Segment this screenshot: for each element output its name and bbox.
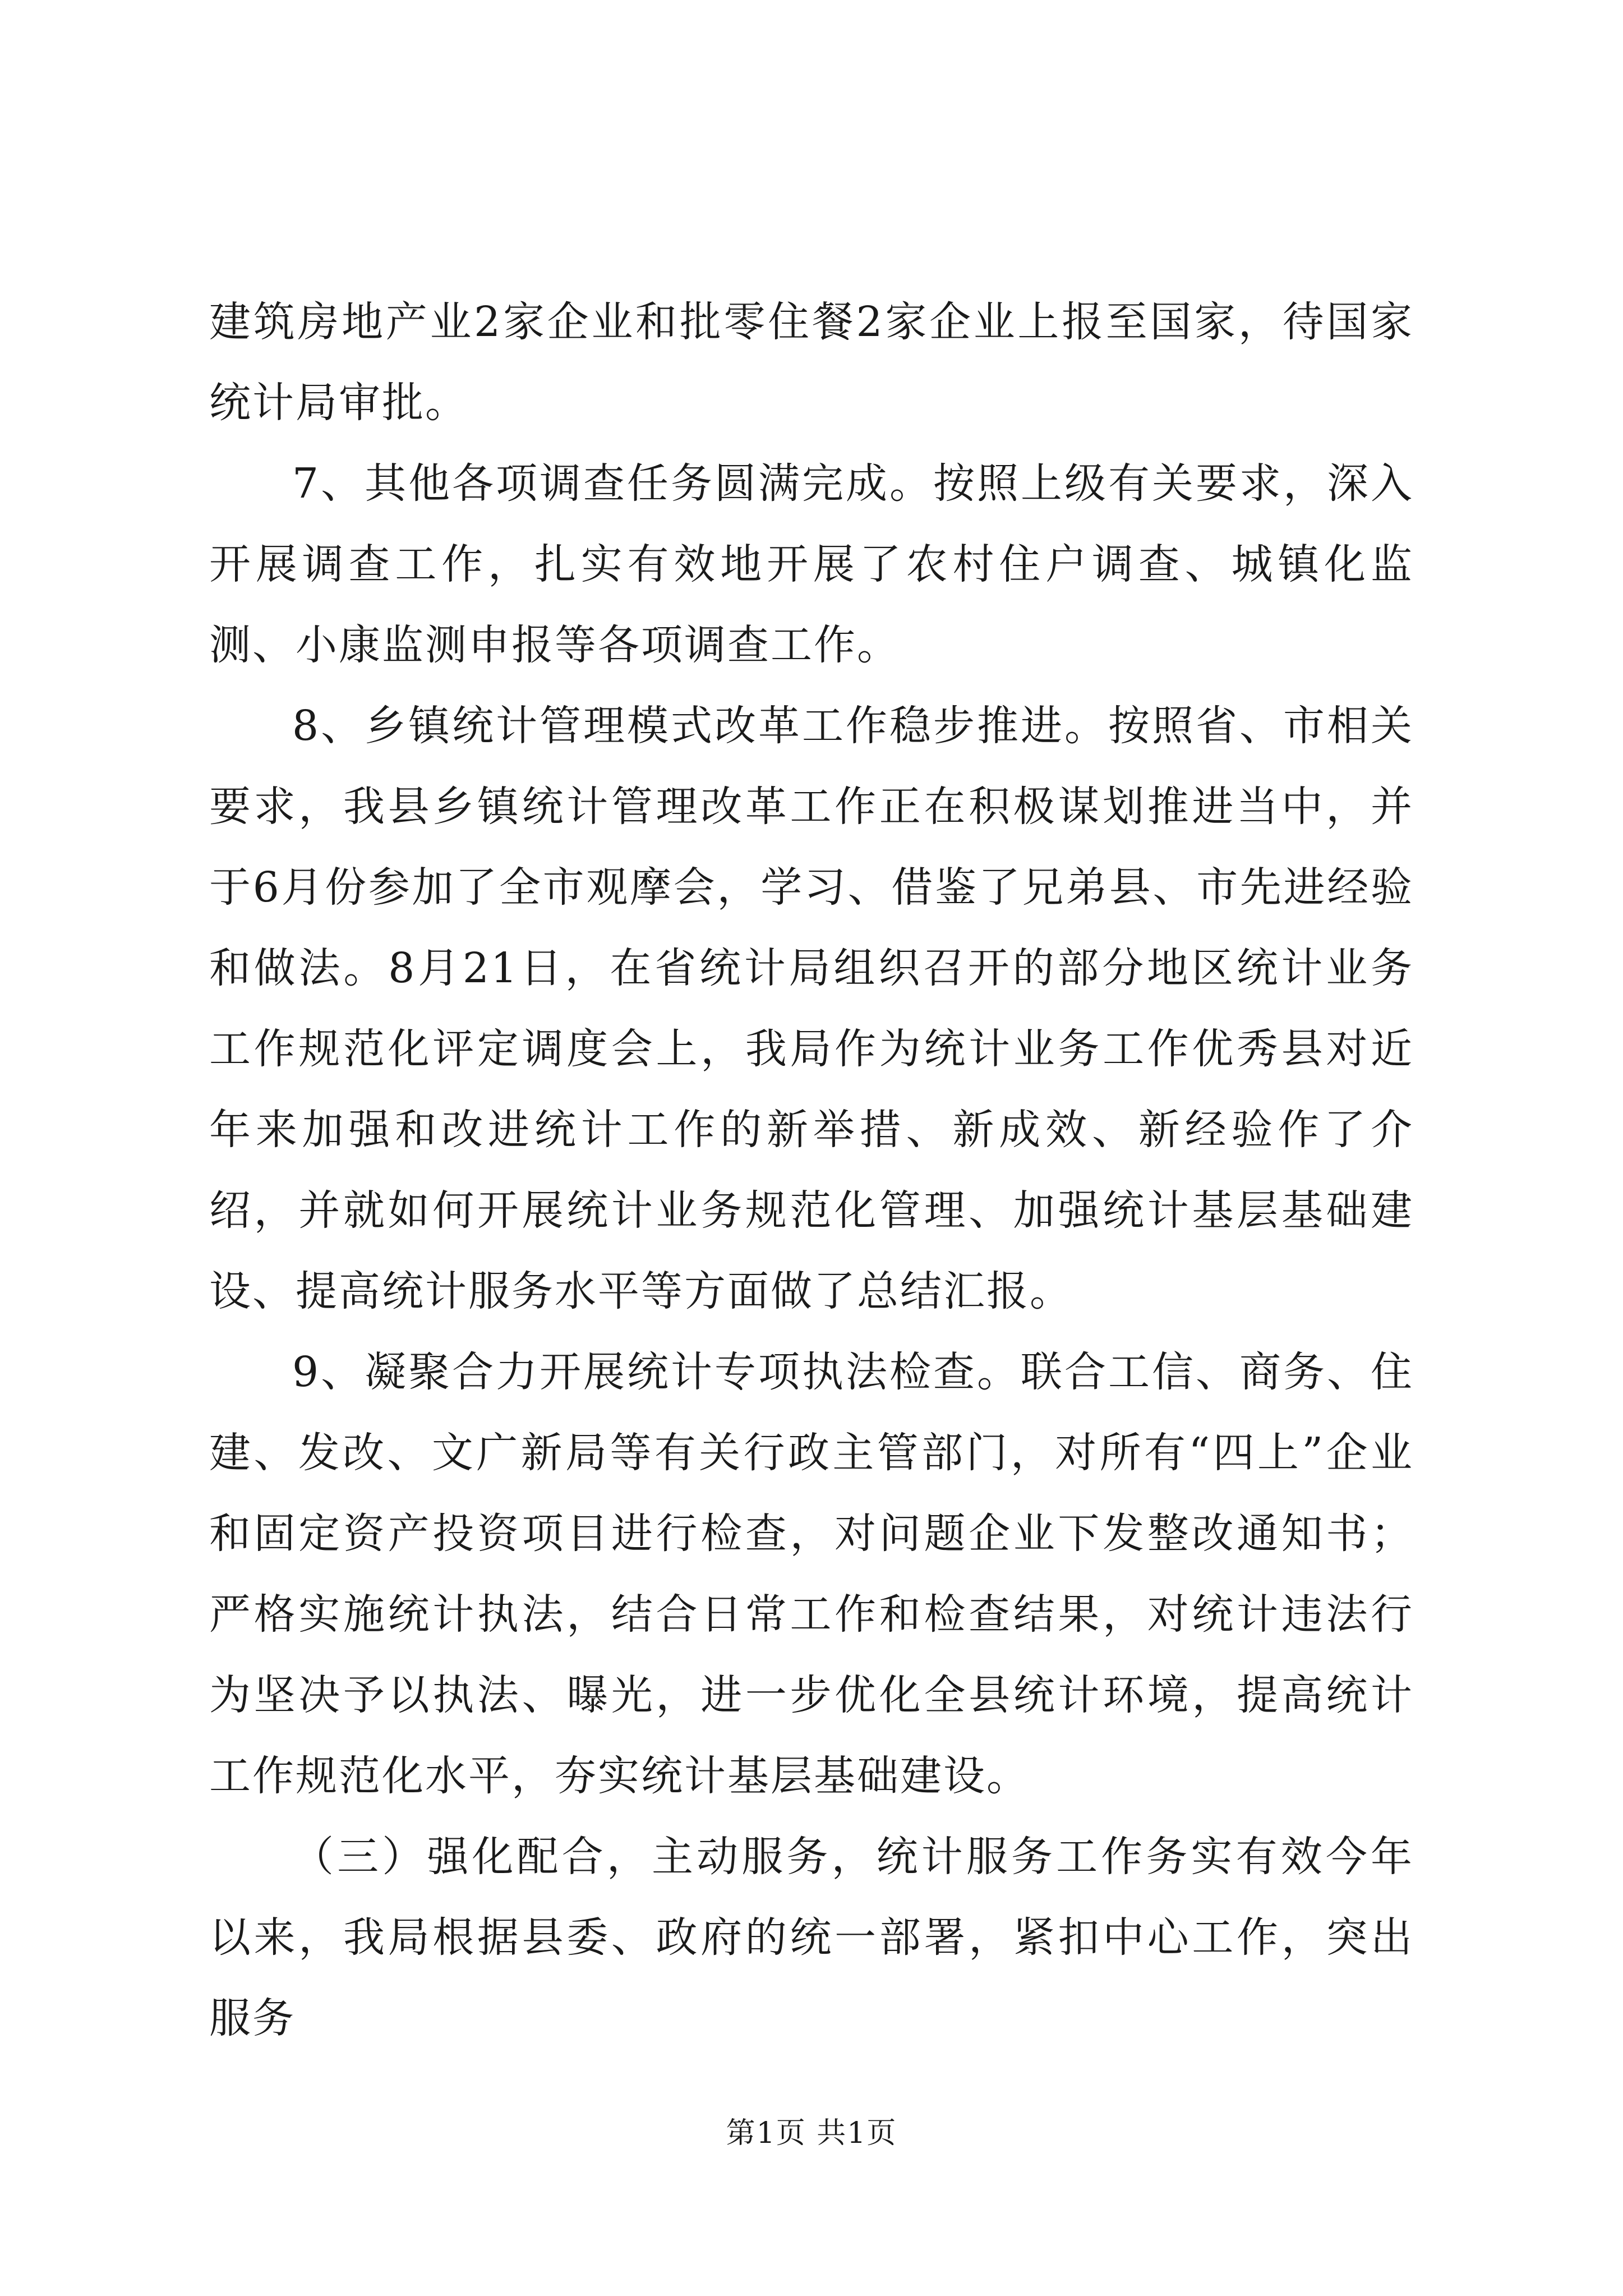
- paragraph-continuation: 建筑房地产业2家企业和批零住餐2家企业上报至国家，待国家统计局审批。: [209, 298, 1414, 427]
- paragraph-section-3: （三）强化配合，主动服务，统计服务工作务实有效今年以来，我局根据县委、政府的统一部署，紧扣中心工作，突出服务: [209, 1833, 1414, 2042]
- paragraph-item-8: 8、乡镇统计管理模式改革工作稳步推进。按照省、市相关要求，我县乡镇统计管理改革工作正在积极谋划推进当中，并于6月份参加了全市观摩会，学习、借鉴了兄弟县、市先进经验和做法。8月21日，在省统计局组织召开的部分地区统计业务工作规范化评定调度会上，我局作为统计业务工作优秀县对近年来加强和改进统计工作的新举措、新成效、新经验作了介绍，并就如何开展统计业务规范化管理、加强统计基层基础建设、提高统计服务水平等方面做了总结汇报。: [209, 702, 1414, 1315]
- document-body: [209, 282, 1414, 2059]
- paragraph-item-9: 9、凝聚合力开展统计专项执法检查。联合工信、商务、住建、发改、文广新局等有关行政主管部门，对所有“四上”企业和固定资产投资项目进行检查，对问题企业下发整改通知书；严格实施统计执法，结合日常工作和检查结果，对统计违法行为坚决予以执法、曝光，进一步优化全县统计环境，提高统计工作规范化水平，夯实统计基层基础建设。: [209, 1348, 1414, 1800]
- paragraph-item-7: 7、其他各项调查任务圆满完成。按照上级有关要求，深入开展调查工作，扎实有效地开展了农村住户调查、城镇化监测、小康监测申报等各项调查工作。: [209, 459, 1414, 669]
- page-footer: 第1页 共1页: [726, 2116, 897, 2150]
